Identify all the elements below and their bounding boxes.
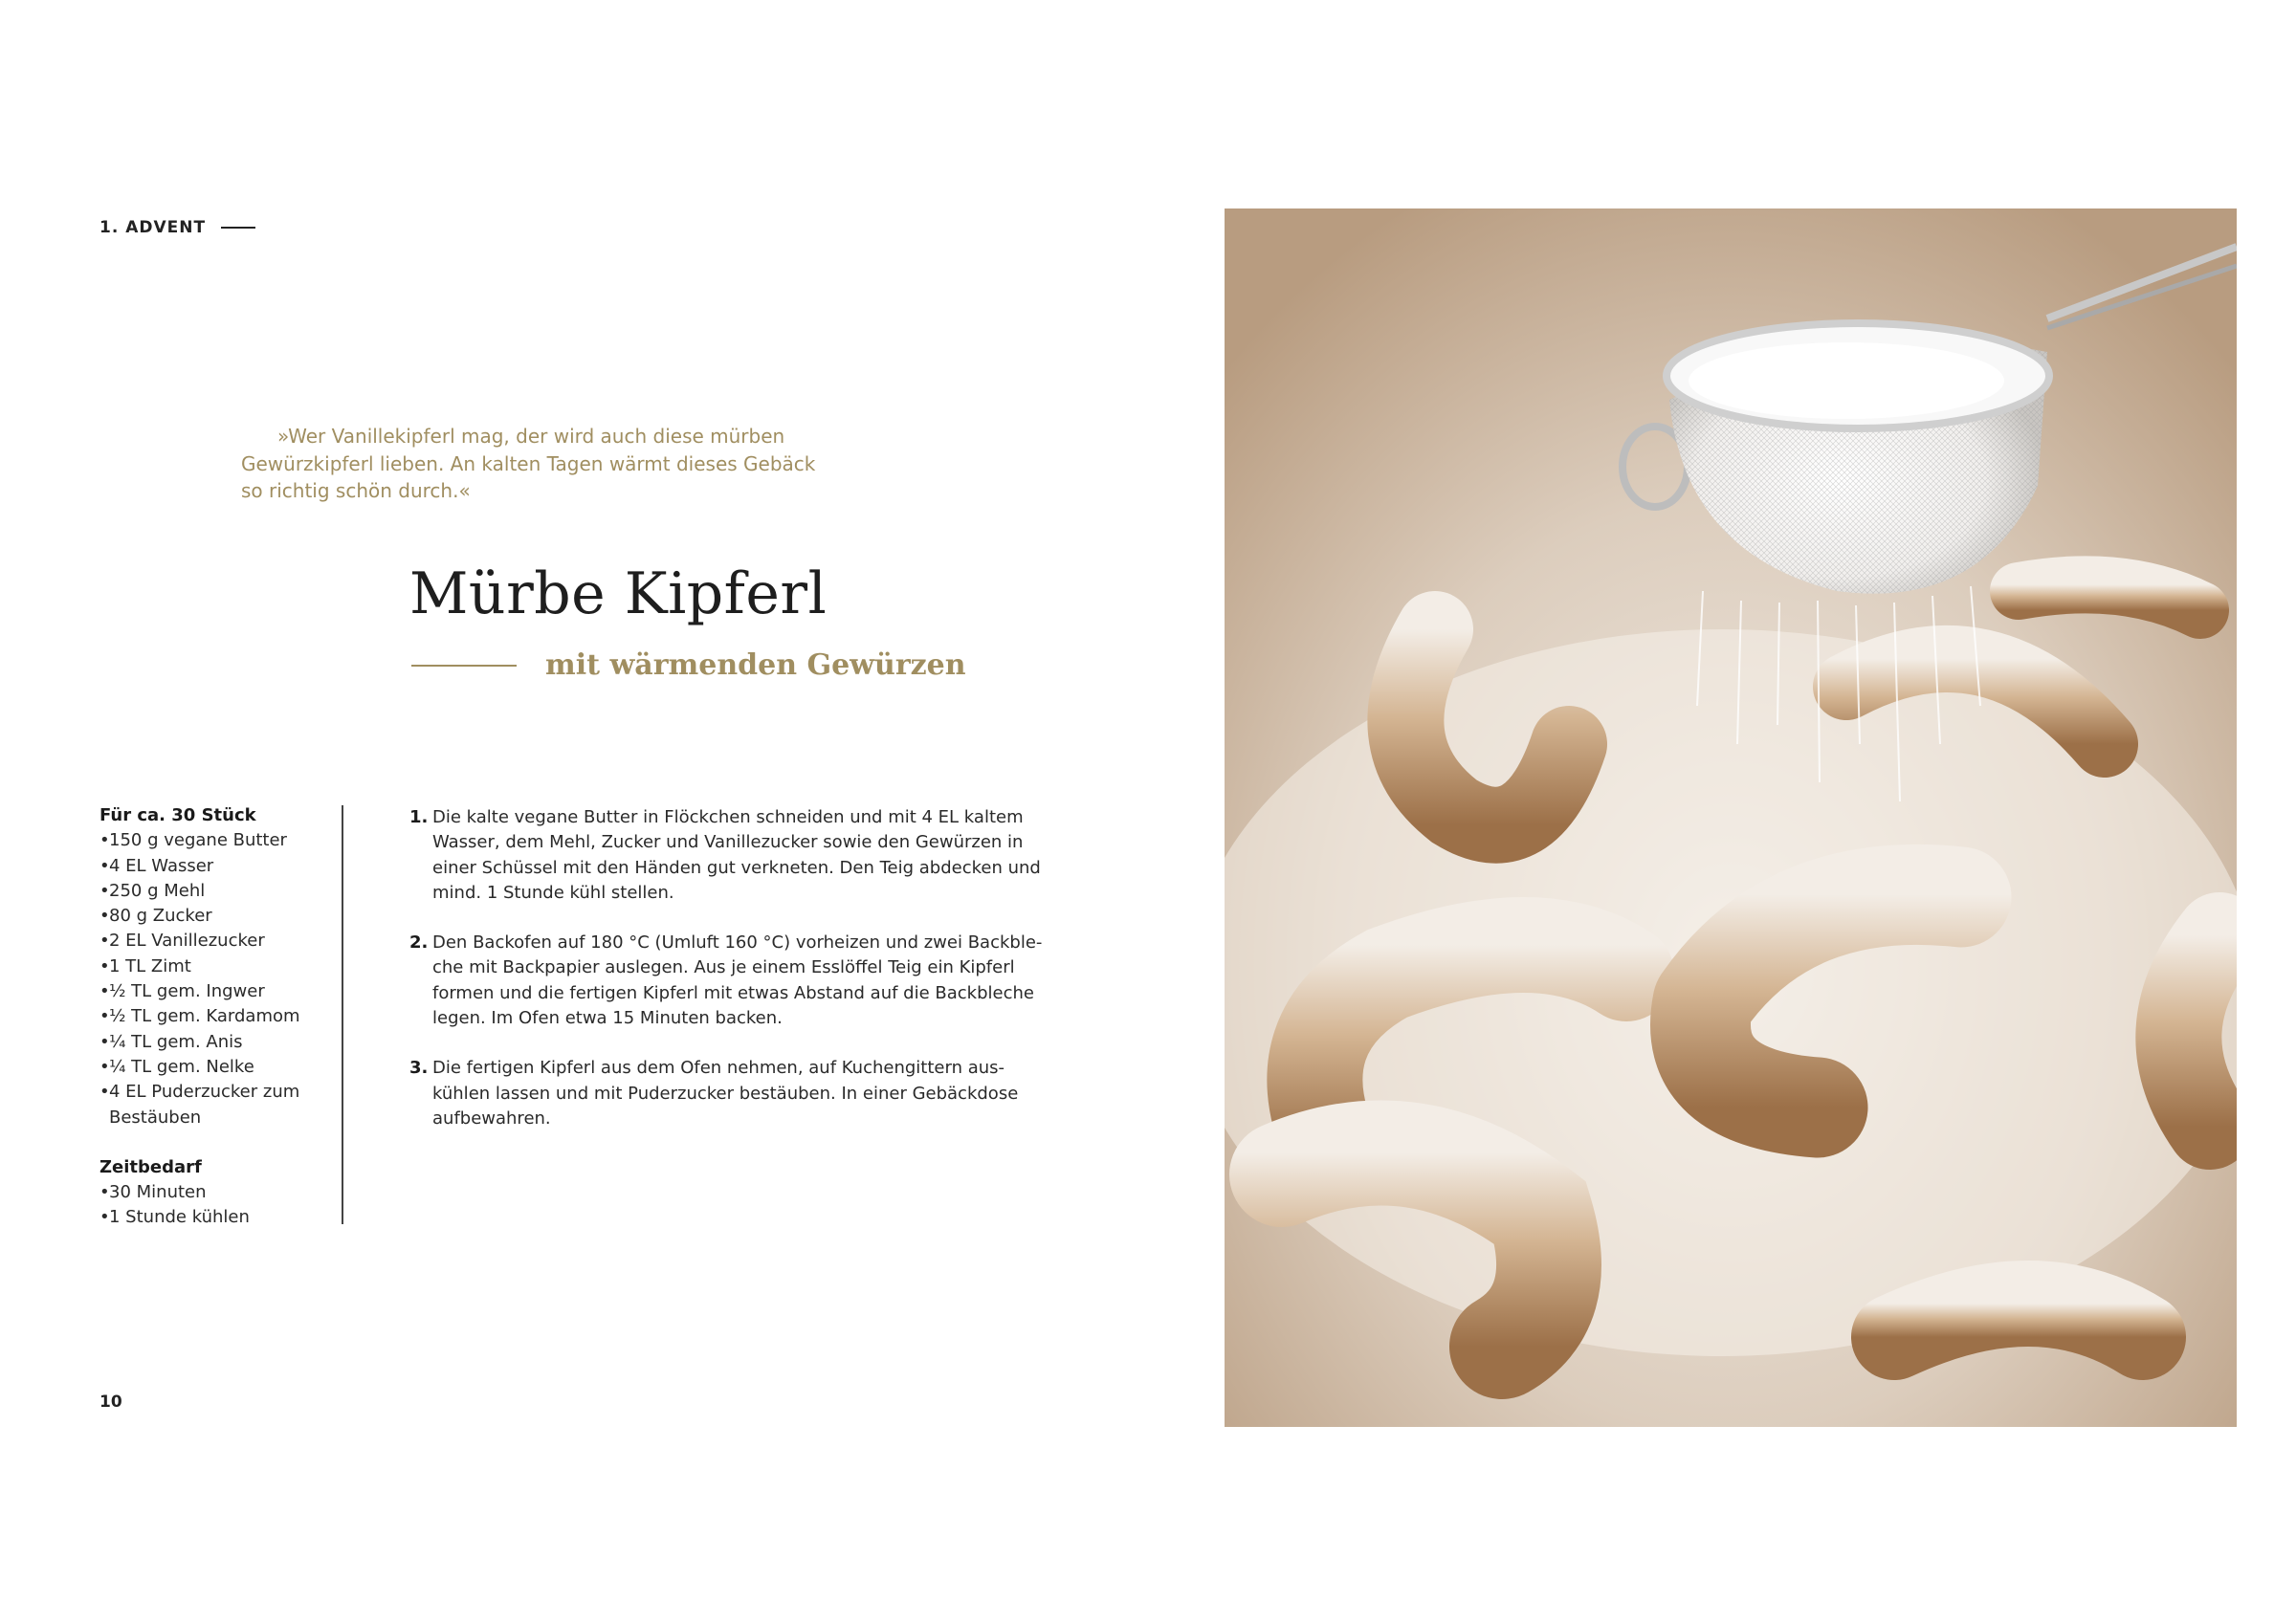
step-line: che mit Backpapier auslegen. Aus je einem Esslöffel Teig ein Kipferl	[432, 957, 1015, 978]
recipe-subtitle: mit wärmenden Gewürzen	[545, 648, 966, 682]
ingredient-item: • ½ TL gem. Ingwer	[99, 979, 321, 1004]
ingredient-item: • 4 EL Puderzucker zum	[99, 1080, 321, 1105]
step	[409, 805, 1041, 906]
page-number: 10	[99, 1393, 122, 1412]
step-line: Die kalte vegane Butter in Flöckchen schneiden und mit 4 EL kaltem	[432, 807, 1024, 827]
ingredient-item: • 80 g Zucker	[99, 904, 321, 929]
time-item: • 1 Stunde kühlen	[99, 1205, 321, 1230]
recipe-title: Mürbe Kipferl	[409, 560, 828, 627]
preparation-steps	[409, 805, 1041, 1156]
cookie-photo-illustration	[1225, 208, 2237, 1427]
section-label: 1. ADVENT	[99, 218, 207, 237]
ingredients-heading: Für ca. 30 Stück	[99, 805, 256, 825]
step-line: einer Schüssel mit den Händen gut verkneten. Den Teig abdecken und	[432, 857, 1041, 878]
subtitle-row	[411, 648, 966, 682]
step	[409, 931, 1041, 1031]
step-text	[432, 805, 1041, 906]
step-text	[432, 1056, 1041, 1131]
sugar-in-sieve	[1689, 342, 2004, 419]
section-rule	[221, 227, 255, 229]
sidebar-divider	[342, 805, 343, 1224]
ingredient-item: • ¼ TL gem. Nelke	[99, 1055, 321, 1080]
step-number: 1.	[409, 807, 429, 827]
ingredient-item: • 4 EL Wasser	[99, 854, 321, 879]
kipferl-cookie	[2178, 935, 2219, 1127]
subtitle-rule	[411, 665, 517, 667]
step-line: mind. 1 Stunde kühl stellen.	[432, 882, 674, 903]
ingredient-item: • 1 TL Zimt	[99, 954, 321, 979]
quote-line: »Wer Vanillekipferl mag, der wird auch diese mürben	[277, 425, 785, 448]
step-line: Wasser, dem Mehl, Zucker und Vanillezucker sowie den Gewürzen in	[432, 832, 1024, 853]
ingredient-item: • ½ TL gem. Kardamom	[99, 1004, 321, 1029]
kipferl-cookie	[1894, 1304, 2143, 1337]
ingredients-list	[99, 828, 321, 1105]
ingredient-item: • 250 g Mehl	[99, 879, 321, 904]
step-number: 3.	[409, 1058, 429, 1079]
time-list	[99, 1180, 321, 1231]
kipferl-cookie	[2019, 584, 2200, 610]
time-item: • 30 Minuten	[99, 1180, 321, 1205]
ingredient-item: • 2 EL Vanillezucker	[99, 929, 321, 954]
step-line: Die fertigen Kipferl aus dem Ofen nehmen, auf Kuchengittern aus-	[432, 1058, 1005, 1079]
step	[409, 1056, 1041, 1131]
step-line: formen und die fertigen Kipferl mit etwas Abstand auf die Backbleche	[432, 982, 1034, 1003]
quote-line: so richtig schön durch.«	[241, 479, 471, 502]
recipe-sidebar	[99, 803, 321, 1231]
ingredient-item: • ¼ TL gem. Anis	[99, 1030, 321, 1055]
step-line: legen. Im Ofen etwa 15 Minuten backen.	[432, 1008, 783, 1029]
sidebar-gap	[99, 1130, 321, 1155]
quote-line: Gewürzkipferl lieben. An kalten Tagen wärmt dieses Gebäck	[241, 451, 816, 475]
intro-quote	[241, 423, 834, 505]
section-header	[99, 218, 255, 237]
ingredient-item: • 150 g vegane Butter	[99, 828, 321, 853]
step-line: kühlen lassen und mit Puderzucker bestäuben. In einer Gebäckdose	[432, 1083, 1019, 1104]
cookie-photo	[1225, 208, 2237, 1427]
step-text	[432, 931, 1042, 1031]
step-number: 2.	[409, 932, 429, 954]
step-line: aufbewahren.	[432, 1108, 551, 1129]
step-line: Den Backofen auf 180 °C (Umluft 160 °C) vorheizen und zwei Backble-	[432, 932, 1043, 954]
ingredient-item-continued: Bestäuben	[109, 1107, 202, 1128]
time-heading: Zeitbedarf	[99, 1156, 202, 1177]
